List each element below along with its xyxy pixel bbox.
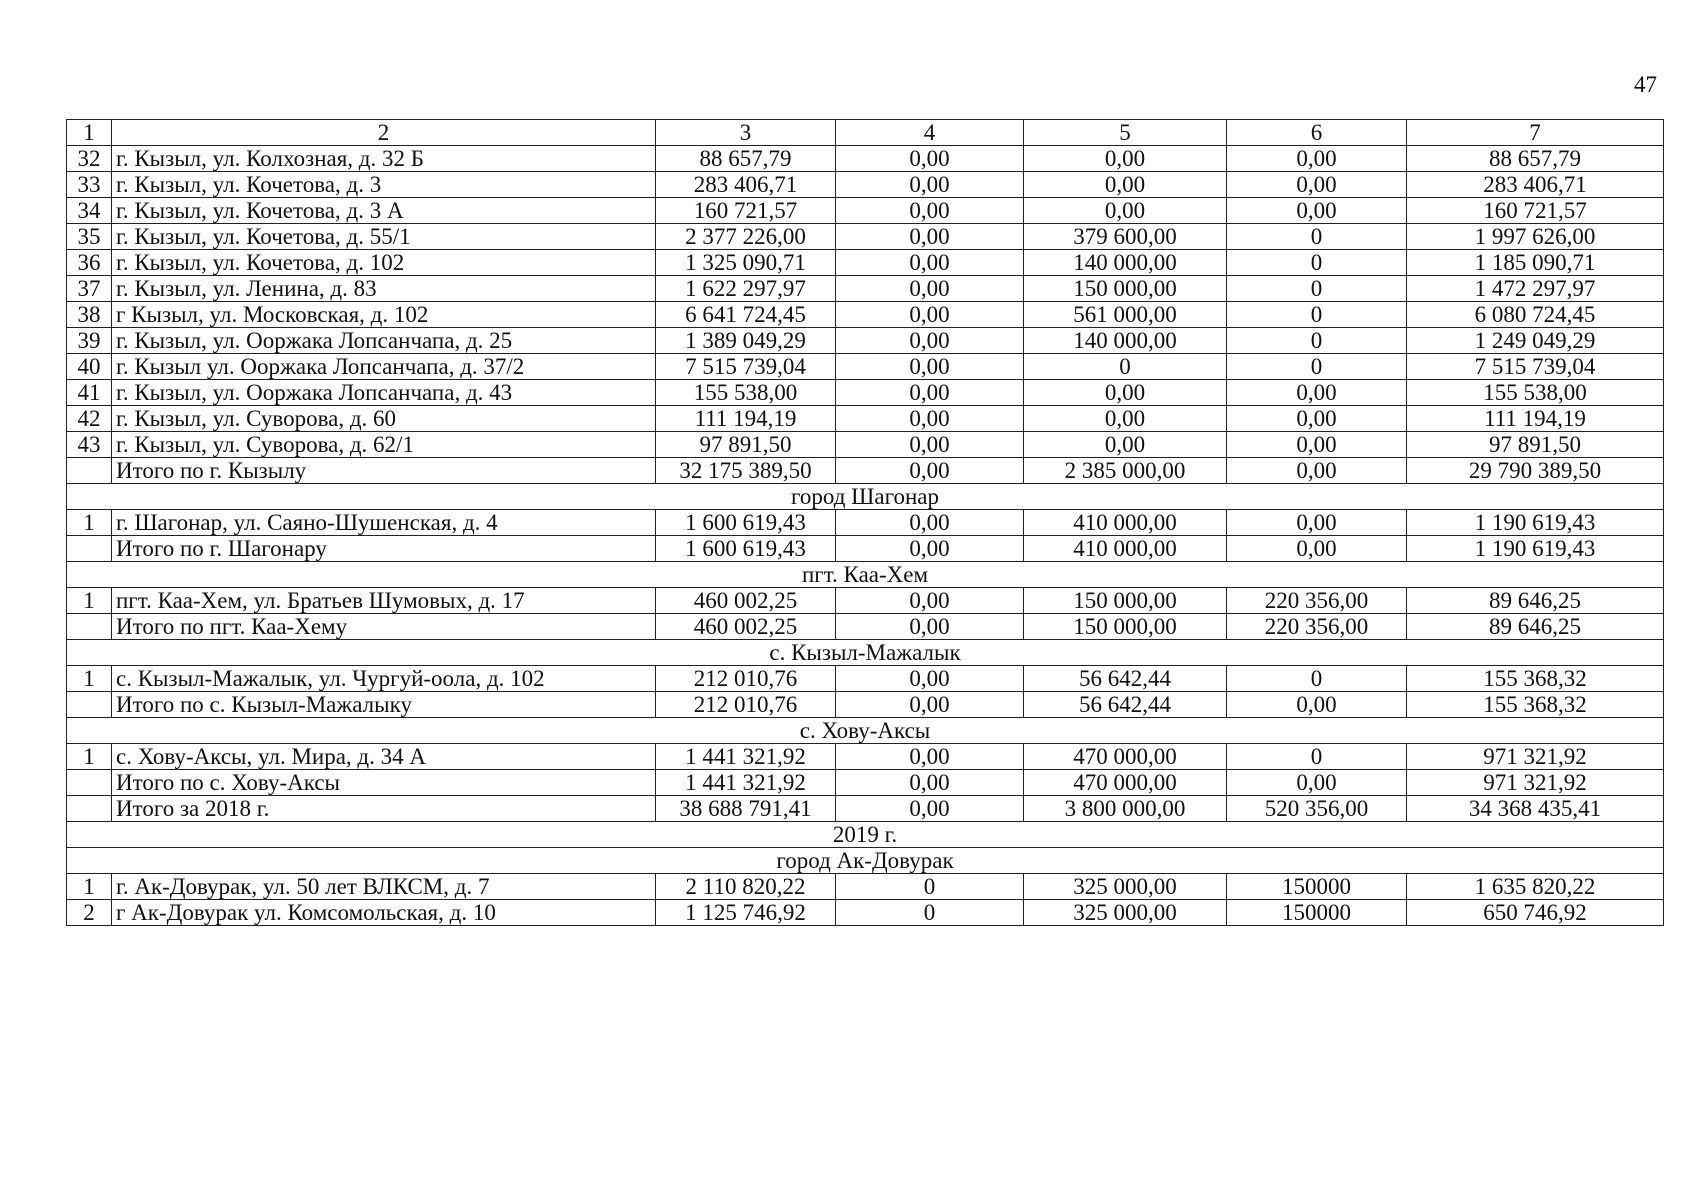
address-cell: г. Кызыл ул. Ооржака Лопсанчапа, д. 37/2 bbox=[112, 354, 656, 380]
table-row bbox=[67, 198, 1664, 224]
section-header-row bbox=[67, 484, 1664, 510]
value-cell-col7: 1 185 090,71 bbox=[1407, 250, 1664, 276]
row-number-cell bbox=[67, 458, 112, 484]
value-cell-col3: 460 002,25 bbox=[656, 588, 836, 614]
value-cell-col3: 7 515 739,04 bbox=[656, 354, 836, 380]
value-cell-col6: 0,00 bbox=[1227, 510, 1407, 536]
address-cell: пгт. Каа-Хем, ул. Братьев Шумовых, д. 17 bbox=[112, 588, 656, 614]
table-row bbox=[67, 770, 1664, 796]
value-cell-col7: 29 790 389,50 bbox=[1407, 458, 1664, 484]
value-cell-col5: 2 385 000,00 bbox=[1024, 458, 1227, 484]
value-cell-col3: 2 110 820,22 bbox=[656, 874, 836, 900]
value-cell-col6: 0,00 bbox=[1227, 172, 1407, 198]
value-cell-col4: 0,00 bbox=[836, 796, 1024, 822]
value-cell-col6: 0,00 bbox=[1227, 406, 1407, 432]
value-cell-col3: 460 002,25 bbox=[656, 614, 836, 640]
table-row bbox=[67, 692, 1664, 718]
value-cell-col3: 212 010,76 bbox=[656, 666, 836, 692]
row-number-cell: 33 bbox=[67, 172, 112, 198]
table-row bbox=[67, 302, 1664, 328]
value-cell-col7: 971 321,92 bbox=[1407, 744, 1664, 770]
value-cell-col3: 1 125 746,92 bbox=[656, 900, 836, 926]
value-cell-col4: 0,00 bbox=[836, 432, 1024, 458]
value-cell-col5: 470 000,00 bbox=[1024, 770, 1227, 796]
value-cell-col5: 410 000,00 bbox=[1024, 510, 1227, 536]
value-cell-col7: 1 249 049,29 bbox=[1407, 328, 1664, 354]
value-cell-col3: 155 538,00 bbox=[656, 380, 836, 406]
table-row bbox=[67, 354, 1664, 380]
value-cell-col3: 1 325 090,71 bbox=[656, 250, 836, 276]
value-cell-col5: 3 800 000,00 bbox=[1024, 796, 1227, 822]
address-cell: с. Хову-Аксы, ул. Мира, д. 34 А bbox=[112, 744, 656, 770]
section-label: с. Кызыл-Мажалык bbox=[67, 640, 1664, 666]
value-cell-col4: 0,00 bbox=[836, 406, 1024, 432]
value-cell-col6: 220 356,00 bbox=[1227, 588, 1407, 614]
value-cell-col4: 0,00 bbox=[836, 588, 1024, 614]
value-cell-col5: 56 642,44 bbox=[1024, 666, 1227, 692]
value-cell-col4: 0,00 bbox=[836, 666, 1024, 692]
value-cell-col6: 0,00 bbox=[1227, 380, 1407, 406]
value-cell-col6: 0 bbox=[1227, 224, 1407, 250]
table-row bbox=[67, 666, 1664, 692]
value-cell-col3: 111 194,19 bbox=[656, 406, 836, 432]
row-number-cell: 36 bbox=[67, 250, 112, 276]
table-row bbox=[67, 536, 1664, 562]
value-cell-col3: 212 010,76 bbox=[656, 692, 836, 718]
table-row bbox=[67, 458, 1664, 484]
table-row bbox=[67, 614, 1664, 640]
value-cell-col6: 0,00 bbox=[1227, 146, 1407, 172]
value-cell-col7: 89 646,25 bbox=[1407, 614, 1664, 640]
address-cell: г Кызыл, ул. Московская, д. 102 bbox=[112, 302, 656, 328]
row-number-cell: 32 bbox=[67, 146, 112, 172]
address-cell: г Ак-Довурак ул. Комсомольская, д. 10 bbox=[112, 900, 656, 926]
value-cell-col3: 38 688 791,41 bbox=[656, 796, 836, 822]
row-number-cell: 2 bbox=[67, 900, 112, 926]
value-cell-col6: 0,00 bbox=[1227, 536, 1407, 562]
value-cell-col3: 1 622 297,97 bbox=[656, 276, 836, 302]
value-cell-col4: 0,00 bbox=[836, 744, 1024, 770]
value-cell-col7: 1 190 619,43 bbox=[1407, 536, 1664, 562]
value-cell-col4: 0,00 bbox=[836, 146, 1024, 172]
value-cell-col4: 0,00 bbox=[836, 692, 1024, 718]
value-cell-col7: 160 721,57 bbox=[1407, 198, 1664, 224]
value-cell-col6: 0,00 bbox=[1227, 692, 1407, 718]
address-cell: Итого по пгт. Каа-Хему bbox=[112, 614, 656, 640]
value-cell-col5: 379 600,00 bbox=[1024, 224, 1227, 250]
section-header-row bbox=[67, 640, 1664, 666]
table-row bbox=[67, 406, 1664, 432]
value-cell-col5: 0,00 bbox=[1024, 146, 1227, 172]
value-cell-col3: 97 891,50 bbox=[656, 432, 836, 458]
value-cell-col4: 0,00 bbox=[836, 536, 1024, 562]
value-cell-col7: 6 080 724,45 bbox=[1407, 302, 1664, 328]
address-cell: Итого за 2018 г. bbox=[112, 796, 656, 822]
value-cell-col7: 155 368,32 bbox=[1407, 692, 1664, 718]
value-cell-col7: 1 997 626,00 bbox=[1407, 224, 1664, 250]
value-cell-col7: 89 646,25 bbox=[1407, 588, 1664, 614]
value-cell-col4: 0,00 bbox=[836, 224, 1024, 250]
value-cell-col4: 0 bbox=[836, 874, 1024, 900]
row-number-cell: 38 bbox=[67, 302, 112, 328]
address-cell: г. Кызыл, ул. Кочетова, д. 55/1 bbox=[112, 224, 656, 250]
address-cell: г. Кызыл, ул. Суворова, д. 60 bbox=[112, 406, 656, 432]
address-cell: Итого по г. Кызылу bbox=[112, 458, 656, 484]
row-number-cell: 1 bbox=[67, 744, 112, 770]
table-row bbox=[67, 900, 1664, 926]
value-cell-col5: 150 000,00 bbox=[1024, 614, 1227, 640]
value-cell-col5: 0,00 bbox=[1024, 406, 1227, 432]
header-cell: 5 bbox=[1024, 120, 1227, 146]
row-number-cell: 40 bbox=[67, 354, 112, 380]
value-cell-col3: 1 600 619,43 bbox=[656, 536, 836, 562]
value-cell-col4: 0,00 bbox=[836, 380, 1024, 406]
value-cell-col3: 2 377 226,00 bbox=[656, 224, 836, 250]
value-cell-col5: 0,00 bbox=[1024, 172, 1227, 198]
value-cell-col5: 410 000,00 bbox=[1024, 536, 1227, 562]
value-cell-col4: 0,00 bbox=[836, 510, 1024, 536]
value-cell-col7: 283 406,71 bbox=[1407, 172, 1664, 198]
row-number-cell bbox=[67, 536, 112, 562]
value-cell-col6: 0 bbox=[1227, 302, 1407, 328]
row-number-cell: 39 bbox=[67, 328, 112, 354]
value-cell-col7: 1 472 297,97 bbox=[1407, 276, 1664, 302]
value-cell-col6: 0 bbox=[1227, 250, 1407, 276]
address-cell: г. Кызыл, ул. Кочетова, д. 3 bbox=[112, 172, 656, 198]
value-cell-col5: 0,00 bbox=[1024, 198, 1227, 224]
row-number-cell: 43 bbox=[67, 432, 112, 458]
value-cell-col7: 111 194,19 bbox=[1407, 406, 1664, 432]
value-cell-col6: 0,00 bbox=[1227, 432, 1407, 458]
value-cell-col6: 0 bbox=[1227, 354, 1407, 380]
value-cell-col7: 1 190 619,43 bbox=[1407, 510, 1664, 536]
value-cell-col7: 88 657,79 bbox=[1407, 146, 1664, 172]
table-row bbox=[67, 224, 1664, 250]
row-number-cell: 1 bbox=[67, 666, 112, 692]
value-cell-col5: 56 642,44 bbox=[1024, 692, 1227, 718]
value-cell-col6: 0 bbox=[1227, 276, 1407, 302]
page-number: 47 bbox=[1634, 72, 1657, 97]
section-label: 2019 г. bbox=[67, 822, 1664, 848]
section-label: с. Хову-Аксы bbox=[67, 718, 1664, 744]
value-cell-col7: 971 321,92 bbox=[1407, 770, 1664, 796]
row-number-cell: 1 bbox=[67, 874, 112, 900]
value-cell-col4: 0,00 bbox=[836, 302, 1024, 328]
value-cell-col4: 0,00 bbox=[836, 770, 1024, 796]
address-cell: с. Кызыл-Мажалык, ул. Чургуй-оола, д. 102 bbox=[112, 666, 656, 692]
header-cell: 4 bbox=[836, 120, 1024, 146]
row-number-cell: 34 bbox=[67, 198, 112, 224]
header-cell: 1 bbox=[67, 120, 112, 146]
row-number-cell bbox=[67, 770, 112, 796]
value-cell-col3: 1 389 049,29 bbox=[656, 328, 836, 354]
row-number-cell: 41 bbox=[67, 380, 112, 406]
address-cell: Итого по с. Хову-Аксы bbox=[112, 770, 656, 796]
address-cell: г. Кызыл, ул. Колхозная, д. 32 Б bbox=[112, 146, 656, 172]
table-row bbox=[67, 146, 1664, 172]
value-cell-col7: 155 538,00 bbox=[1407, 380, 1664, 406]
address-cell: г. Ак-Довурак, ул. 50 лет ВЛКСМ, д. 7 bbox=[112, 874, 656, 900]
table-row bbox=[67, 276, 1664, 302]
value-cell-col7: 34 368 435,41 bbox=[1407, 796, 1664, 822]
value-cell-col7: 97 891,50 bbox=[1407, 432, 1664, 458]
table-row bbox=[67, 796, 1664, 822]
value-cell-col3: 160 721,57 bbox=[656, 198, 836, 224]
value-cell-col3: 88 657,79 bbox=[656, 146, 836, 172]
value-cell-col6: 0,00 bbox=[1227, 770, 1407, 796]
value-cell-col6: 220 356,00 bbox=[1227, 614, 1407, 640]
row-number-cell: 1 bbox=[67, 588, 112, 614]
header-cell: 7 bbox=[1407, 120, 1664, 146]
value-cell-col6: 0,00 bbox=[1227, 198, 1407, 224]
header-cell: 2 bbox=[112, 120, 656, 146]
value-cell-col5: 0 bbox=[1024, 354, 1227, 380]
value-cell-col4: 0,00 bbox=[836, 172, 1024, 198]
value-cell-col5: 470 000,00 bbox=[1024, 744, 1227, 770]
value-cell-col3: 6 641 724,45 bbox=[656, 302, 836, 328]
table-row bbox=[67, 432, 1664, 458]
value-cell-col5: 325 000,00 bbox=[1024, 900, 1227, 926]
value-cell-col5: 140 000,00 bbox=[1024, 250, 1227, 276]
section-header-row bbox=[67, 822, 1664, 848]
address-cell: Итого по г. Шагонару bbox=[112, 536, 656, 562]
value-cell-col5: 140 000,00 bbox=[1024, 328, 1227, 354]
data-table bbox=[66, 119, 1664, 926]
address-cell: Итого по с. Кызыл-Мажалыку bbox=[112, 692, 656, 718]
value-cell-col5: 0,00 bbox=[1024, 380, 1227, 406]
value-cell-col4: 0,00 bbox=[836, 614, 1024, 640]
value-cell-col5: 325 000,00 bbox=[1024, 874, 1227, 900]
row-number-cell: 35 bbox=[67, 224, 112, 250]
value-cell-col4: 0,00 bbox=[836, 198, 1024, 224]
table-row bbox=[67, 172, 1664, 198]
value-cell-col4: 0,00 bbox=[836, 250, 1024, 276]
row-number-cell: 37 bbox=[67, 276, 112, 302]
header-cell: 6 bbox=[1227, 120, 1407, 146]
value-cell-col4: 0,00 bbox=[836, 354, 1024, 380]
value-cell-col7: 650 746,92 bbox=[1407, 900, 1664, 926]
table-row bbox=[67, 380, 1664, 406]
value-cell-col5: 150 000,00 bbox=[1024, 588, 1227, 614]
value-cell-col6: 0 bbox=[1227, 666, 1407, 692]
header-cell: 3 bbox=[656, 120, 836, 146]
value-cell-col3: 283 406,71 bbox=[656, 172, 836, 198]
section-label: город Шагонар bbox=[67, 484, 1664, 510]
value-cell-col6: 520 356,00 bbox=[1227, 796, 1407, 822]
value-cell-col4: 0,00 bbox=[836, 276, 1024, 302]
table-row bbox=[67, 588, 1664, 614]
value-cell-col3: 1 441 321,92 bbox=[656, 770, 836, 796]
value-cell-col3: 1 600 619,43 bbox=[656, 510, 836, 536]
value-cell-col4: 0,00 bbox=[836, 458, 1024, 484]
table-row bbox=[67, 510, 1664, 536]
table-header-row bbox=[67, 120, 1664, 146]
table-row bbox=[67, 328, 1664, 354]
value-cell-col3: 32 175 389,50 bbox=[656, 458, 836, 484]
row-number-cell: 1 bbox=[67, 510, 112, 536]
row-number-cell bbox=[67, 614, 112, 640]
table-row bbox=[67, 744, 1664, 770]
row-number-cell: 42 bbox=[67, 406, 112, 432]
address-cell: г. Шагонар, ул. Саяно-Шушенская, д. 4 bbox=[112, 510, 656, 536]
value-cell-col6: 150000 bbox=[1227, 874, 1407, 900]
value-cell-col6: 150000 bbox=[1227, 900, 1407, 926]
value-cell-col7: 7 515 739,04 bbox=[1407, 354, 1664, 380]
value-cell-col6: 0 bbox=[1227, 744, 1407, 770]
address-cell: г. Кызыл, ул. Суворова, д. 62/1 bbox=[112, 432, 656, 458]
row-number-cell bbox=[67, 796, 112, 822]
section-header-row bbox=[67, 562, 1664, 588]
row-number-cell bbox=[67, 692, 112, 718]
value-cell-col7: 155 368,32 bbox=[1407, 666, 1664, 692]
value-cell-col5: 0,00 bbox=[1024, 432, 1227, 458]
section-label: город Ак-Довурак bbox=[67, 848, 1664, 874]
value-cell-col5: 561 000,00 bbox=[1024, 302, 1227, 328]
address-cell: г. Кызыл, ул. Кочетова, д. 102 bbox=[112, 250, 656, 276]
table-row bbox=[67, 250, 1664, 276]
value-cell-col4: 0 bbox=[836, 900, 1024, 926]
value-cell-col5: 150 000,00 bbox=[1024, 276, 1227, 302]
section-header-row bbox=[67, 848, 1664, 874]
address-cell: г. Кызыл, ул. Ооржака Лопсанчапа, д. 43 bbox=[112, 380, 656, 406]
value-cell-col6: 0 bbox=[1227, 328, 1407, 354]
address-cell: г. Кызыл, ул. Кочетова, д. 3 А bbox=[112, 198, 656, 224]
section-header-row bbox=[67, 718, 1664, 744]
address-cell: г. Кызыл, ул. Ооржака Лопсанчапа, д. 25 bbox=[112, 328, 656, 354]
value-cell-col3: 1 441 321,92 bbox=[656, 744, 836, 770]
table-row bbox=[67, 874, 1664, 900]
value-cell-col7: 1 635 820,22 bbox=[1407, 874, 1664, 900]
value-cell-col4: 0,00 bbox=[836, 328, 1024, 354]
address-cell: г. Кызыл, ул. Ленина, д. 83 bbox=[112, 276, 656, 302]
section-label: пгт. Каа-Хем bbox=[67, 562, 1664, 588]
value-cell-col6: 0,00 bbox=[1227, 458, 1407, 484]
